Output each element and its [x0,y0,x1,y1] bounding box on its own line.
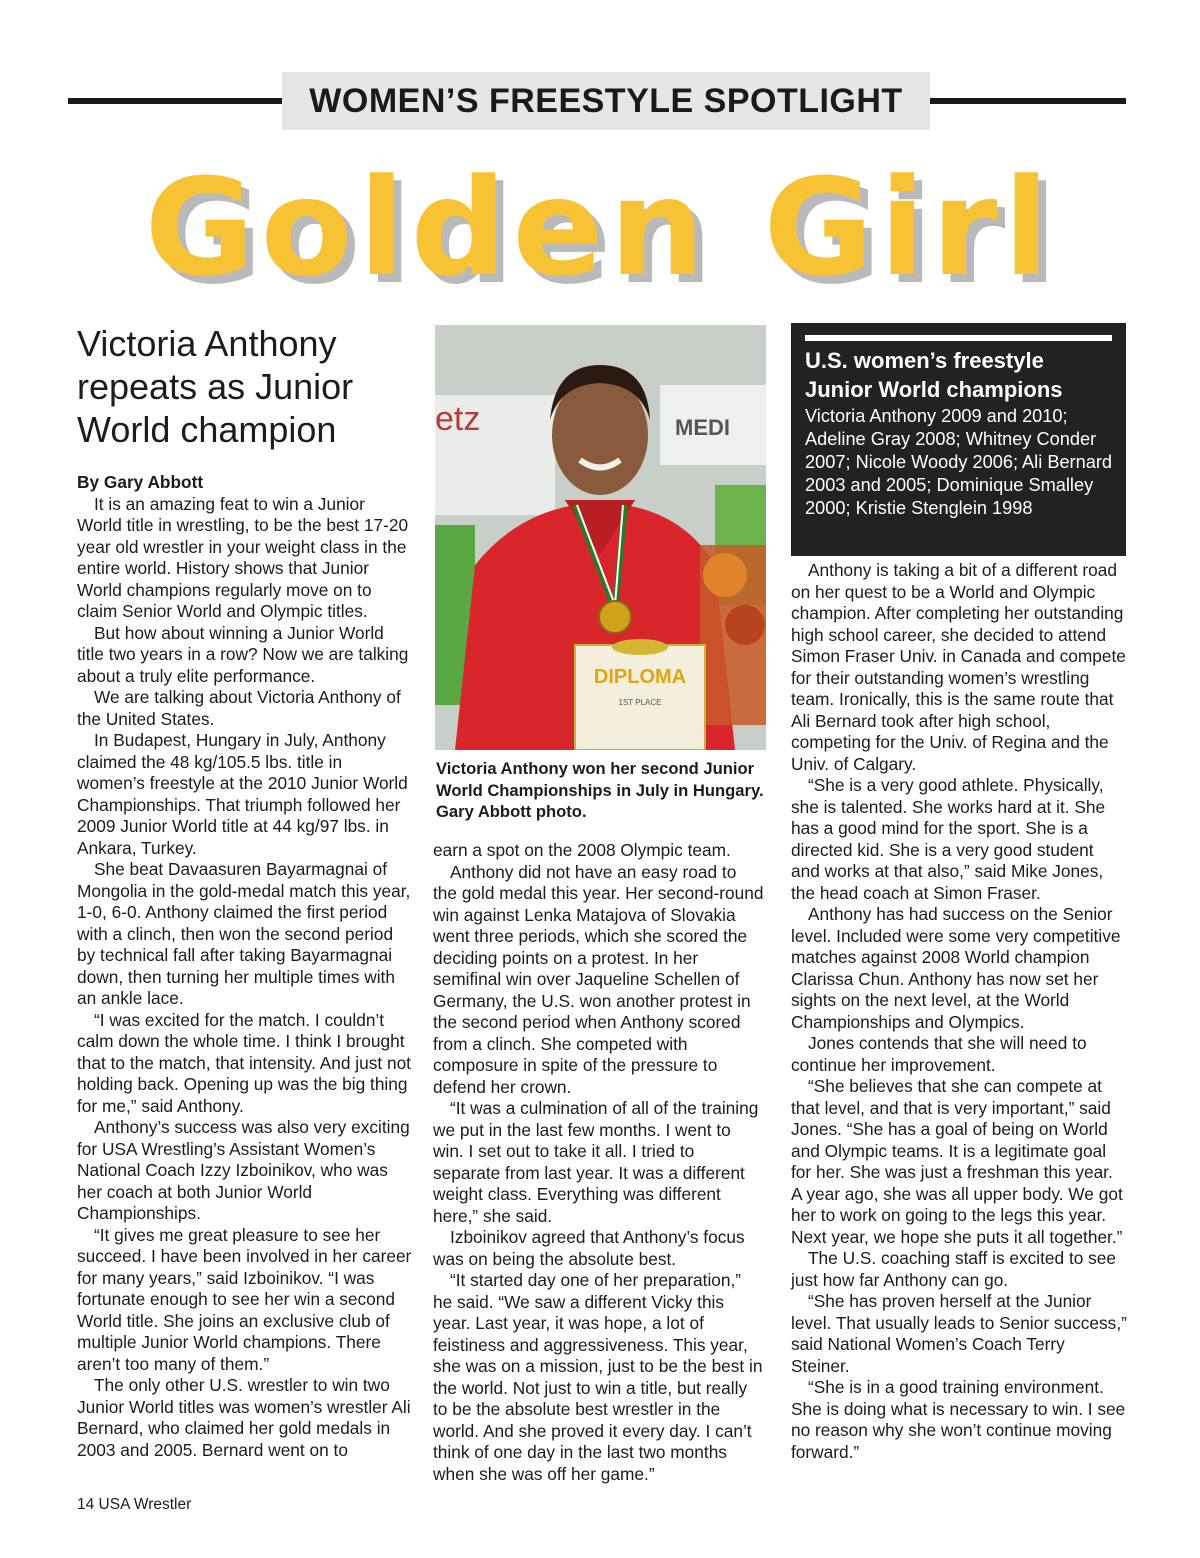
diploma-place: 1ST PLACE [618,698,662,707]
paragraph: Anthony is taking a bit of a different road on her quest to be a World and Olympic champion. After completing her outstanding high school career, she decided to attend Simon Fraser Univ. in Canada and compete for their outstanding women’s wrestling team. Ironically, this is the same route that Ali Bernard took after high school, competing for the Univ. of Regina and the Univ. of Calgary. [791,560,1126,774]
paragraph: “It was a culmination of all of the training we put in the last few months. I went to win. I set out to take it all. I tried to separate from last year. It was a different weight class. Everything was different here,” she said. [433,1098,759,1226]
paragraph: But how about winning a Junior World title two years in a row? Now we are talking about a truly elite performance. [77,622,409,686]
section-kicker-box [282,72,930,130]
paragraph: The U.S. coaching staff is excited to see just how far Anthony can go. [791,1248,1117,1290]
article-column-2 [433,840,765,1485]
sign-text-right: MEDI [675,415,730,440]
article-column-1 [77,472,413,1461]
paragraph: She beat Davaasuren Bayarmagnai of Mongolia in the gold-medal match this year, 1-0, 6-0. Anthony claimed the first period with a clinch, then won the second period by technical fall after taking Bayarmagnai down, then turning her multiple times with an ankle lace. [77,859,411,1008]
paragraph: “It gives me great pleasure to see her succeed. I have been involved in her career for many years,” said Izboinikov. “I was fortunate enough to see her win a second World title. She joins an exclusive club of multiple Junior World champions. There aren’t too many of them.” [77,1224,412,1374]
header-rule-left [68,98,282,104]
sidebar-title: U.S. women’s freestyle Junior World champions [805,348,1063,402]
paragraph: “She is a very good athlete. Physically, she is talented. She works hard at it. She has a good mind for the sport. She is a directed kid. She is a very good student and works at that also,” said Mike Jones, the head coach at Simon Fraser. [791,775,1106,903]
paragraph: Izboinikov agreed that Anthony’s focus was on being the absolute best. [433,1227,745,1269]
paragraph: “It started day one of her preparation,” he said. “We saw a different Vicky this year. Last year, it was hope, a lot of feistiness and aggressiveness. This year, she was on a mission, just to be the best in the world. Not just to win a title, but really to be the absolute best wrestler in the world. And she proved it every day. I can’t think of one day in the last two months when she was off her game.” [433,1270,763,1484]
sidebar-rule [805,335,1112,341]
sidebar-body: Victoria Anthony 2009 and 2010; Adeline Gray 2008; Whitney Conder 2007; Nicole Woody 2006; Ali Bernard 2003 and 2005; Dominique Smalley 2000; Kristie Stenglein 1998 [805,406,1113,518]
paragraph: Anthony has had success on the Senior level. Included were some very competitive matches against 2008 World champion Clarissa Chun. Anthony has now set her sights on the next level, at the World Championships and Olympics. [791,904,1121,1032]
paragraph: It is an amazing feat to win a Junior World title in wrestling, to be the best 17-20 year old wrestler in your weight class in the entire world. History shows that Junior World champions regularly move on to claim Senior World and Olympic titles. [77,493,409,621]
paragraph: “She believes that she can compete at that level, and that is very important,” said Jones. “She has a goal of being on World and Olympic teams. It is a legitimate goal for her. She was just a freshman this year. A year ago, she was all upper body. We got her to work on going to the legs this year. Next year, we hope she puts it all together.” [791,1076,1123,1247]
paragraph: The only other U.S. wrestler to win two Junior World titles was women’s wrestler Ali Bernard, who claimed her gold medals in 2003 and 2005. Bernard went on to [77,1375,411,1460]
headline: Golden Girl [144,150,1056,306]
paragraph: “I was excited for the match. I couldn’t calm down the whole time. I think I brought that to the match, that intensity. And just not holding back. Opening up was the big thing for me,” said Anthony. [77,1009,411,1116]
photo-caption: Victoria Anthony won her second Junior World Championships in July in Hungary. Gary Abbott photo. [436,759,764,821]
paragraph: “She has proven herself at the Junior level. That usually leads to Senior success,” said National Women’s Coach Terry Steiner. [791,1291,1127,1376]
article-column-3 [791,560,1127,1463]
byline: By Gary Abbott [77,472,204,492]
paragraph: Jones contends that she will need to continue her improvement. [791,1033,1087,1075]
header-rule-right [930,98,1126,104]
champions-sidebar [791,323,1126,556]
section-kicker: WOMEN’S FREESTYLE SPOTLIGHT [309,81,903,120]
paragraph: “She is in a good training environment. She is doing what is necessary to win. I see no reason why she won’t continue moving forward.” [791,1377,1126,1462]
paragraph: We are talking about Victoria Anthony of the United States. [77,687,401,729]
sign-text-left: etz [435,400,481,438]
paragraph: Anthony did not have an easy road to the gold medal this year. Her second-round win against Lenka Matajova of Slovakia went three periods, which she scored the deciding points on a protest. In her semifinal win over Jaqueline Schellen of Germany, the U.S. won another protest in the second period when Anthony scored from a clinch. She competed with composure in spite of the pressure to defend her crown. [433,861,764,1097]
athlete-photo [435,325,766,750]
paragraph: Anthony’s success was also very exciting for USA Wrestling’s Assistant Women’s National Coach Izzy Izboinikov, who was her coach at both Junior World Championships. [77,1117,410,1223]
deck-subheadline: Victoria Anthony repeats as Junior World champion [77,323,354,450]
paragraph: In Budapest, Hungary in July, Anthony claimed the 48 kg/105.5 lbs. title in women’s freestyle at the 2010 Junior World Championships. That triumph followed her 2009 Junior World title at 44 kg/97 lbs. in Ankara, Turkey. [77,730,408,858]
page-folio: 14 USA Wrestler [77,1496,192,1513]
paragraph: earn a spot on the 2008 Olympic team. [433,840,731,860]
diploma-label: DIPLOMA [593,666,687,688]
